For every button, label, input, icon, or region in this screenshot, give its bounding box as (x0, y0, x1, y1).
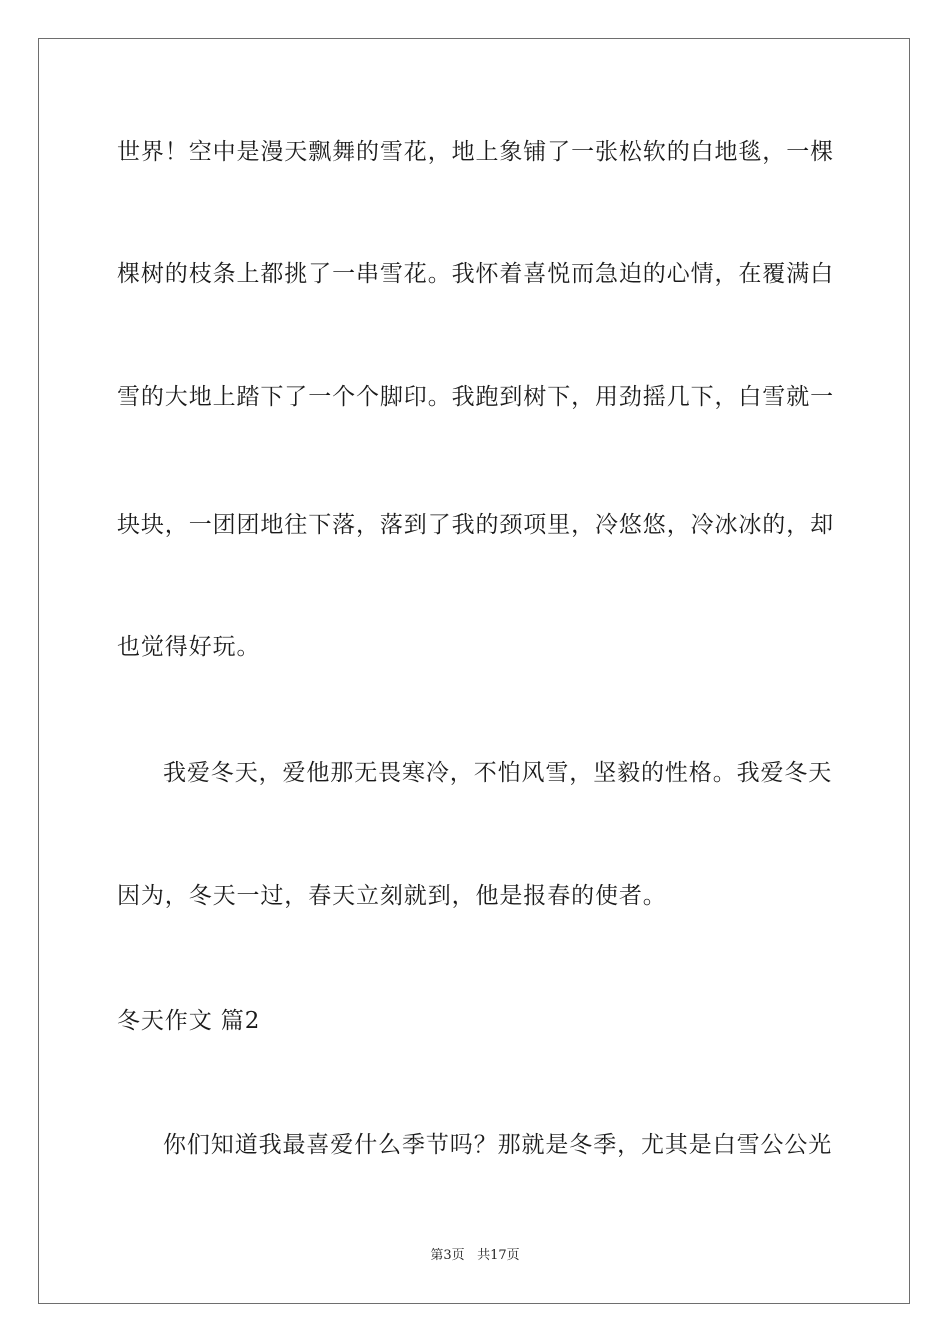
page-number: 第3页 (430, 1248, 465, 1263)
paragraph-line: 世界！空中是漫天飘舞的雪花，地上象铺了一张松软的白地毯，一棵 (117, 139, 834, 165)
paragraph-line: 你们知道我最喜爱什么季节吗？那就是冬季，尤其是白雪公公光 (163, 1132, 833, 1158)
page-total: 共17页 (477, 1248, 520, 1263)
page-border (38, 38, 910, 1304)
section-heading: 冬天作文 篇2 (117, 1008, 261, 1034)
paragraph-line: 也觉得好玩。 (117, 634, 261, 660)
page-footer (0, 1247, 950, 1265)
paragraph-line: 雪的大地上踏下了一个个脚印。我跑到树下，用劲摇几下，白雪就一 (117, 384, 834, 410)
paragraph-line: 棵树的枝条上都挑了一串雪花。我怀着喜悦而急迫的心情，在覆满白 (117, 261, 834, 287)
paragraph-line: 我爱冬天，爱他那无畏寒冷，不怕风雪，坚毅的性格。我爱冬天 (163, 760, 833, 786)
paragraph-line: 因为，冬天一过，春天立刻就到，他是报春的使者。 (117, 883, 667, 909)
paragraph-line: 块块，一团团地往下落，落到了我的颈项里，冷悠悠，冷冰冰的，却 (117, 512, 834, 538)
